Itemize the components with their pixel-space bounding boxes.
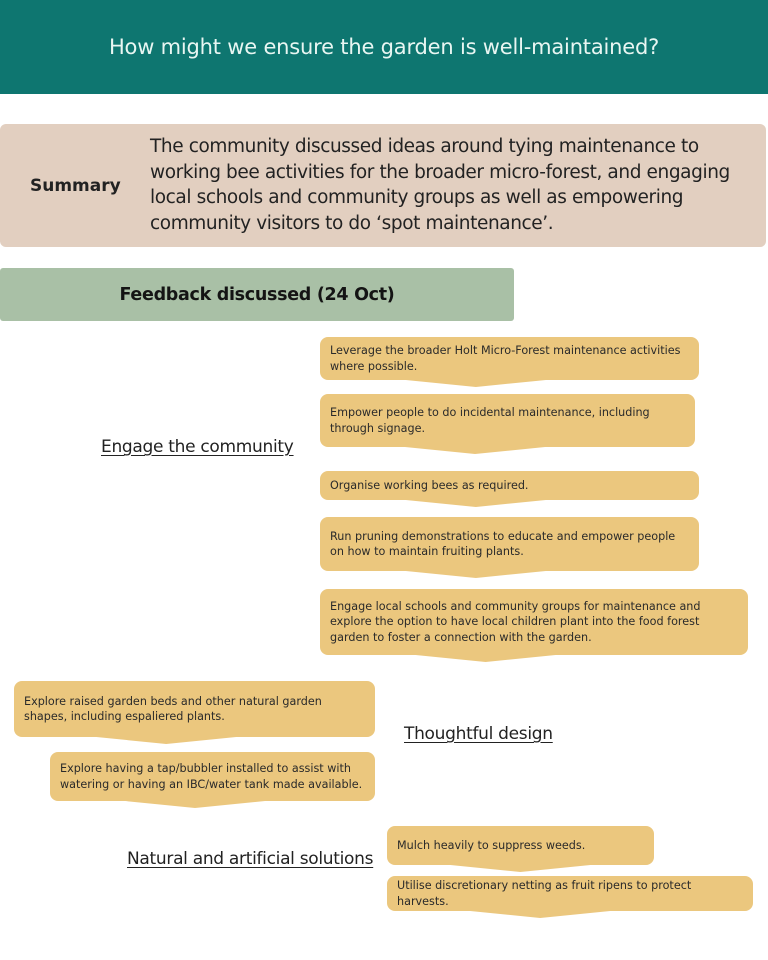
feedback-item (14, 681, 375, 737)
feedback-item (320, 337, 699, 380)
header-banner (0, 0, 768, 94)
page-title: How might we ensure the garden is well-maintained? (108, 35, 660, 59)
feedback-item-text: Utilise discretionary netting as fruit ripens to protect harvests. (397, 879, 692, 908)
feedback-item-text: Empower people to do incidental maintenance, including through signage. (330, 406, 650, 435)
feedback-item (387, 876, 753, 911)
feedback-title: Feedback discussed (24 Oct) (119, 284, 395, 305)
summary-box (0, 124, 766, 247)
feedback-item-text: Explore having a tap/bubbler installed to assist with watering or having an IBC/water tank made available. (60, 762, 363, 791)
feedback-banner (0, 268, 514, 321)
feedback-item-text: Engage local schools and community groups for maintenance and explore the option to have local children plant into the food forest garden to foster a connection with the garden. (330, 599, 701, 644)
feedback-item-text: Leverage the broader Holt Micro-Forest maintenance activities where possible. (330, 344, 681, 373)
feedback-item-text: Explore raised garden beds and other natural garden shapes, including espaliered plants. (24, 694, 322, 723)
summary-text: The community discussed ideas around tying maintenance to working bee activities for the broader micro-forest, and engaging local schools and community groups as well as empowering community visitors to do ‘spot maintenance’. (150, 136, 730, 234)
summary-label: Summary (30, 175, 121, 196)
feedback-item (320, 471, 699, 500)
feedback-item (50, 752, 375, 801)
theme-label-thoughtful-design: Thoughtful design (404, 724, 553, 744)
feedback-item (320, 517, 699, 571)
feedback-item-text: Run pruning demonstrations to educate and empower people on how to maintain fruiting plants. (330, 529, 676, 558)
feedback-item-text: Mulch heavily to suppress weeds. (397, 838, 586, 852)
feedback-item (320, 589, 748, 655)
feedback-item (387, 826, 654, 865)
theme-label-engage-community: Engage the community (101, 437, 294, 457)
feedback-item-text: Organise working bees as required. (330, 478, 529, 492)
feedback-item (320, 394, 695, 447)
theme-label-natural-artificial: Natural and artificial solutions (127, 849, 374, 869)
